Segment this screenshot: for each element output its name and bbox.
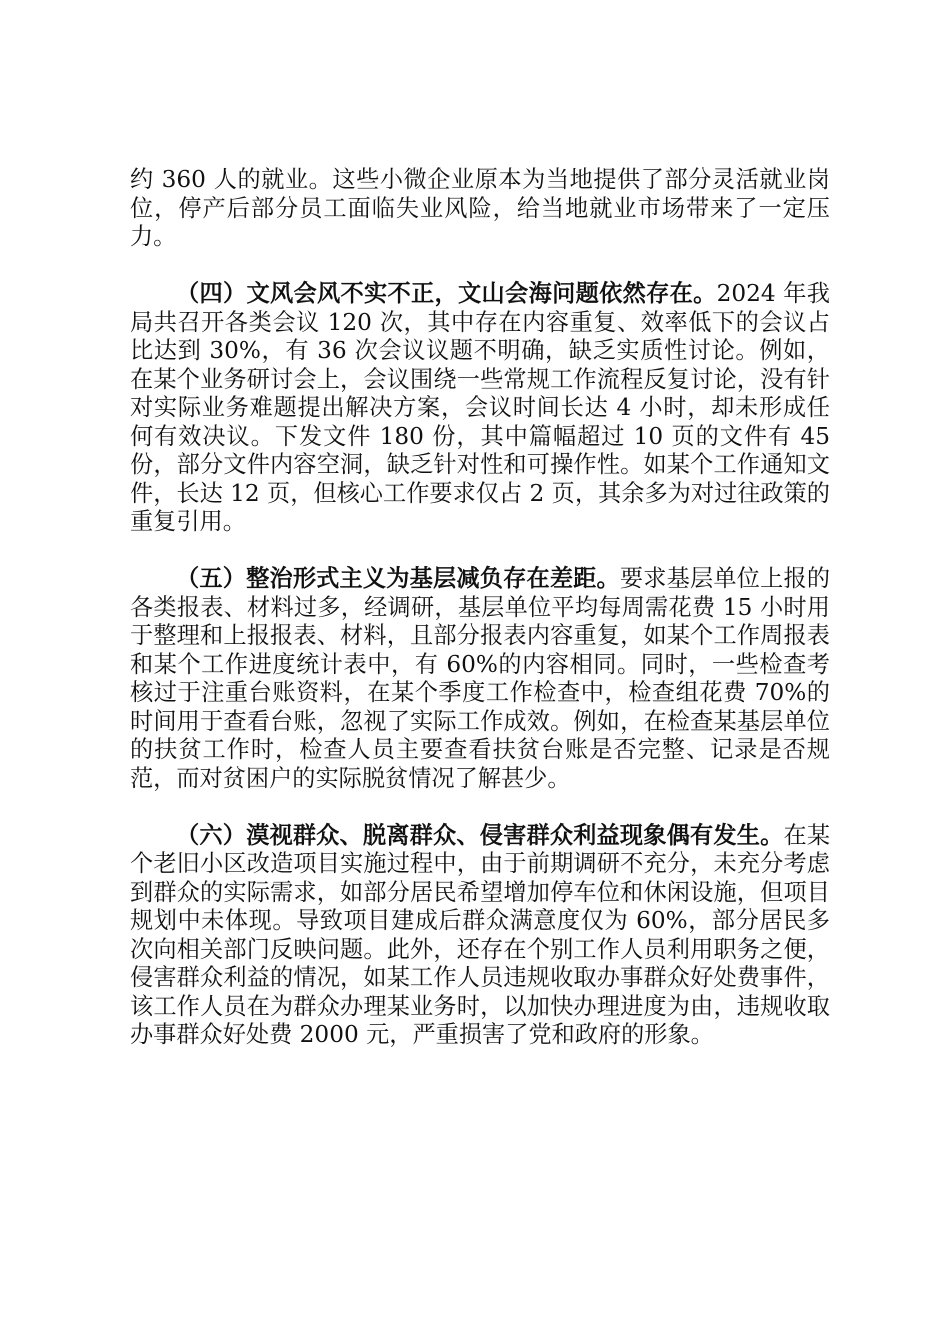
paragraph-continuation bbox=[130, 166, 830, 252]
paragraph-section-5 bbox=[130, 565, 830, 793]
paragraph-section-4 bbox=[130, 280, 830, 537]
paragraph-body: 要求基层单位上报的各类报表、材料过多，经调研，基层单位平均每周需花费 15 小时用于整理和上报报表、材料，且部分报表内容重复，如某个工作周报表和某个工作进度统计表中，有 60%的内容相同。同时，一些检查考核过于注重台账资料，在某个季度工作检查中，检查组花费 70%的时间用于查看台账，忽视了实际工作成效。例如，在检查某基层单位的扶贫工作时，检查人员主要查看扶贫台账是否完整、记录是否规范，而对贫困户的实际脱贫情况了解甚少。 bbox=[130, 565, 831, 792]
document-page bbox=[130, 166, 830, 1078]
paragraph-body: 约 360 人的就业。这些小微企业原本为当地提供了部分灵活就业岗位，停产后部分员工面临失业风险，给当地就业市场带来了一定压力。 bbox=[130, 166, 830, 250]
section-heading: （六）漠视群众、脱离群众、侵害群众利益现象偶有发生。 bbox=[176, 821, 784, 849]
paragraph-body: 2024 年我局共召开各类会议 120 次，其中存在内容重复、效率低下的会议占比达到 30%，有 36 次会议议题不明确，缺乏实质性讨论。例如，在某个业务研讨会上，会议围绕一些常规工作流程反复讨论，没有针对实际业务难题提出解决方案，会议时间长达 4 小时，却未形成任何有效决议。下发文件 180 份，其中篇幅超过 10 页的文件有 45 份，部分文件内容空洞，缺乏针对性和可操作性。如某个工作通知文件，长达 12 页，但核心工作要求仅占 2 页，其余多为对过往政策的重复引用。 bbox=[130, 280, 830, 535]
paragraph-section-6 bbox=[130, 822, 830, 1050]
section-heading: （四）文风会风不实不正，文山会海问题依然存在。 bbox=[176, 280, 717, 307]
paragraph-body: 在某个老旧小区改造项目实施过程中，由于前期调研不充分，未充分考虑到群众的实际需求，如部分居民希望增加停车位和休闲设施，但项目规划中未体现。导致项目建成后群众满意度仅为 60%，部分居民多次向相关部门反映问题。此外，还存在个别工作人员利用职务之便，侵害群众利益的情况，如某工作人员违规收取办事群众好处费事件，该工作人员在为群众办理某业务时，以加快办理进度为由，违规收取办事群众好处费 2000 元，严重损害了党和政府的形象。 bbox=[130, 821, 831, 1048]
section-heading: （五）整治形式主义为基层减负存在差距。 bbox=[176, 565, 620, 592]
